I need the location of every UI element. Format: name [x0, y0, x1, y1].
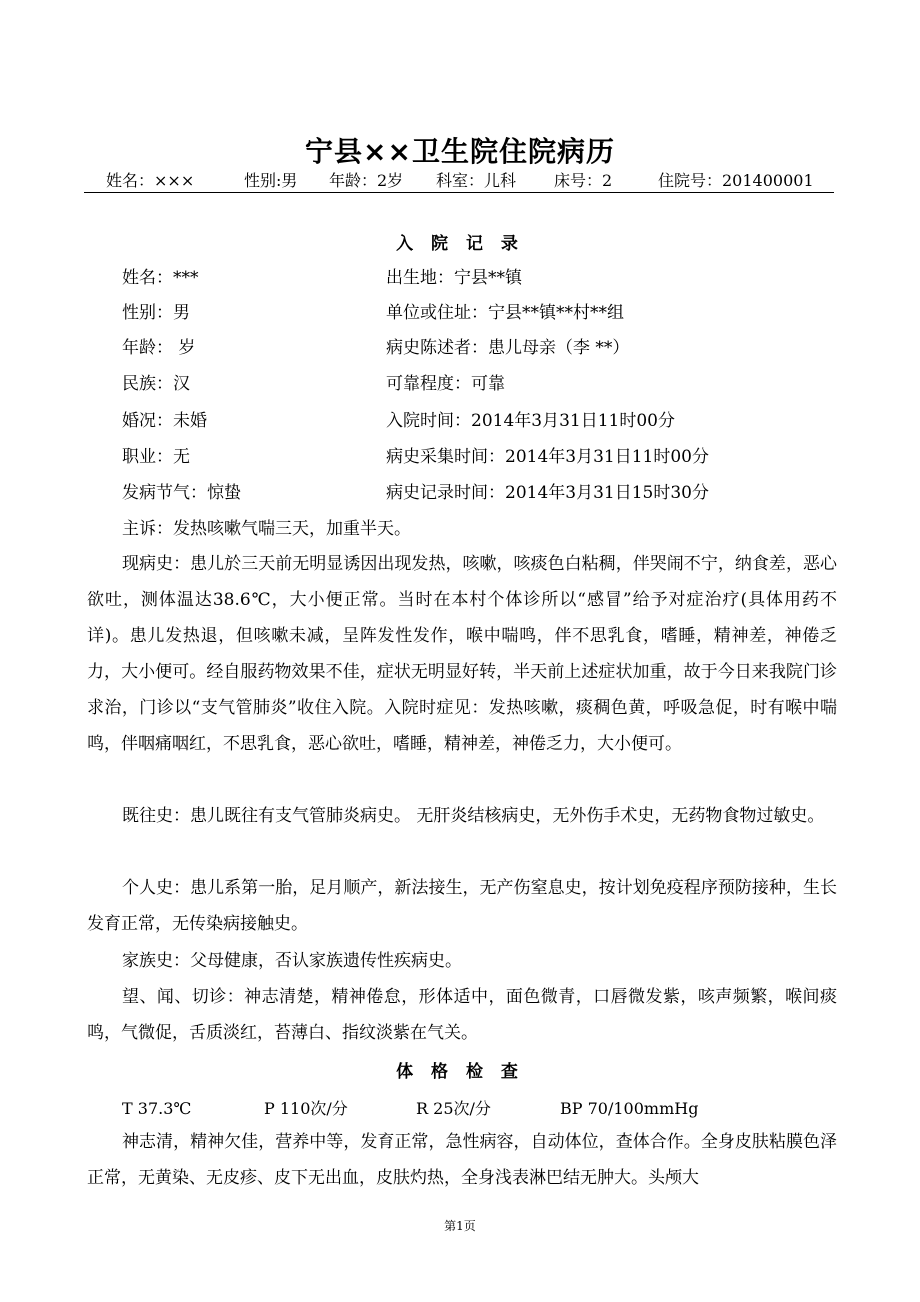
info-address: 单位或住址：宁县**镇**村**组 — [386, 303, 624, 323]
header-sex: 性别:男 — [244, 171, 298, 190]
vital-pulse: P 110次/分 — [264, 1099, 348, 1118]
header-name: 姓名：××× — [106, 171, 195, 190]
info-informant: 病史陈述者：患儿母亲（李 **） — [386, 338, 630, 358]
info-ethnicity: 民族：汉 — [122, 374, 190, 394]
header-divider — [84, 192, 834, 193]
past-history: 既往史：患儿既往有支气管肺炎病史。 无肝炎结核病史，无外伤手术史，无药物食物过敏史。 — [122, 806, 825, 826]
header-department: 科室：儿科 — [436, 171, 517, 190]
page-title: 宁县××卫生院住院病历 — [305, 135, 615, 168]
info-sex: 性别：男 — [122, 303, 190, 323]
tcm-examination: 望、闻、切诊：神志清楚，精神倦怠，形体适中，面色微青，口唇微发紫，咳声频繁，喉间痰鸣，气微促，舌质淡红，苔薄白、指纹淡紫在气关。 — [87, 987, 837, 1043]
info-admission-time: 入院时间：2014年3月31日11时00分 — [386, 411, 675, 431]
info-reliability: 可靠程度：可靠 — [386, 374, 505, 394]
info-solar-term: 发病节气：惊蛰 — [122, 483, 241, 503]
info-marital: 婚况：未婚 — [122, 411, 207, 431]
present-illness: 现病史：患儿於三天前无明显诱因出现发热，咳嗽，咳痰色白粘稠，伴哭闹不宁，纳食差，恶心欲吐，测体温达38.6℃，大小便正常。当时在本村个体诊所以“感冒”给予对症治疗(具体用药不详)。患儿发热退，但咳嗽未减，呈阵发性发作，喉中喘鸣，伴不思乳食，嗜睡，精神差，神倦乏力，大小便可。经自服药物效果不佳，症状无明显好转，半天前上述症状加重，故于今日来我院门诊求治，门诊以“支气管肺炎”收住入院。入院时症见：发热咳嗽，痰稠色黄，呼吸急促，时有喉中喘鸣，伴咽痛咽红，不思乳食，恶心欲吐，嗜睡，精神差，神倦乏力，大小便可。 — [87, 554, 837, 754]
info-name: 姓名：*** — [122, 268, 199, 288]
info-birthplace: 出生地：宁县**镇 — [386, 268, 522, 288]
header-age: 年龄：2岁 — [329, 171, 404, 190]
physical-exam-heading: 体 格 检 查 — [396, 1062, 524, 1082]
vital-temperature: T 37.3℃ — [122, 1099, 192, 1118]
admission-record-heading: 入 院 记 录 — [396, 234, 524, 254]
personal-history: 个人史：患儿系第一胎，足月顺产，新法接生，无产伤窒息史，按计划免疫程序预防接种，生长发育正常，无传染病接触史。 — [87, 878, 837, 934]
family-history: 家族史：父母健康，否认家族遗传性疾病史。 — [122, 951, 462, 971]
general-examination: 神志清，精神欠佳，营养中等，发育正常，急性病容，自动体位，查体合作。全身皮肤粘膜色泽正常，无黄染、无皮疹、皮下无出血，皮肤灼热，全身浅表淋巴结无肿大。头颅大 — [87, 1132, 837, 1188]
header-bed: 床号：2 — [554, 171, 613, 190]
info-history-recorded-time: 病史记录时间：2014年3月31日15时30分 — [386, 483, 709, 503]
chief-complaint: 主诉：发热咳嗽气喘三天，加重半天。 — [122, 519, 411, 539]
vital-blood-pressure: BP 70/100mmHg — [560, 1099, 699, 1118]
info-occupation: 职业：无 — [122, 447, 190, 467]
vital-respiration: R 25次/分 — [416, 1099, 491, 1118]
info-history-taken-time: 病史采集时间：2014年3月31日11时00分 — [386, 447, 709, 467]
page-number: 第1页 — [444, 1219, 476, 1233]
info-age: 年龄： 岁 — [122, 338, 196, 358]
patient-header — [84, 168, 834, 192]
header-admission-no: 住院号：201400001 — [658, 171, 814, 190]
